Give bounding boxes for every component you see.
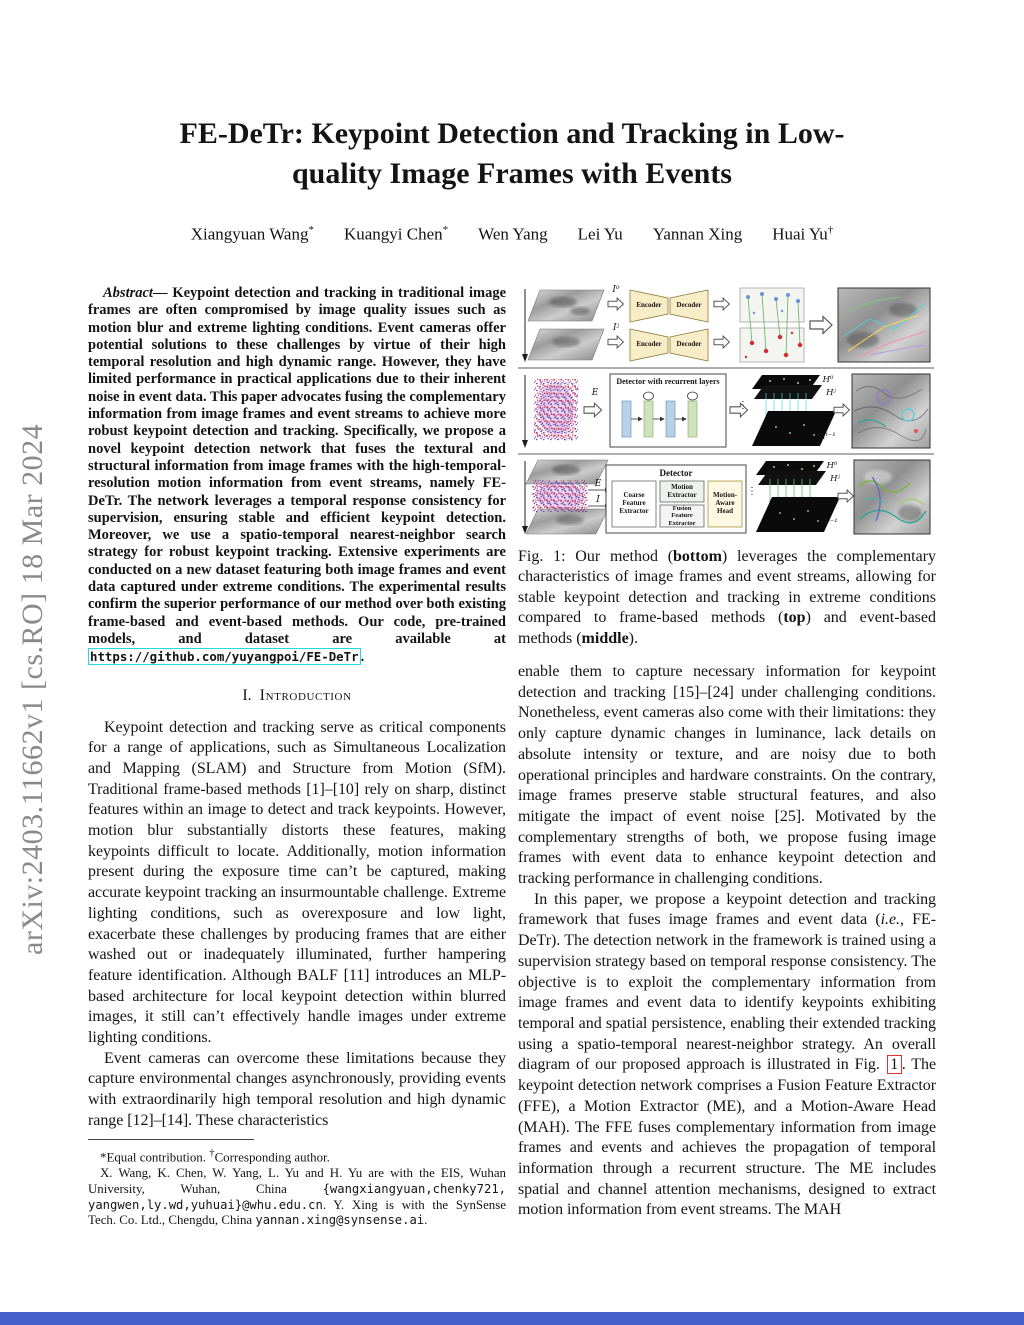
body-text: In this paper, we propose a keypoint detection and tracking framework that fuses image frames and event data (	[518, 890, 936, 929]
heatmap-label-hj: Hʲ	[830, 474, 840, 485]
block-arrow-icon	[834, 404, 849, 416]
author-mark: *	[442, 224, 449, 236]
block-arrow-icon	[584, 403, 602, 417]
caption-text: Fig. 1: Our method (	[518, 548, 674, 565]
abstract-period: .	[360, 649, 365, 666]
image-frame-graphic	[528, 290, 604, 360]
abstract	[88, 285, 506, 667]
block-arrow-icon	[608, 336, 623, 348]
figure-1-reference-link[interactable]: 1	[887, 1055, 902, 1074]
footnote-affiliation	[88, 1166, 506, 1229]
result-image-graphic	[854, 460, 930, 534]
author: Yannan Xing	[652, 224, 743, 244]
fusion-feature-extractor-label: Fusion Feature Extractor	[668, 505, 696, 527]
footnote-contribution	[88, 1146, 506, 1166]
time-label: t	[523, 437, 527, 448]
block-arrow-icon	[714, 298, 729, 310]
section-title: Introduction	[259, 686, 352, 704]
detector-recurrent-title: Detector with recurrent layers	[616, 376, 720, 386]
caption-text: ) leverages the complementary characteristics of image frames and event streams, allowing for stable keypoint detection and tracking in extreme conditions compared to frame-based methods (	[518, 548, 936, 627]
heatmap-label-ht: Hᵗ⁻¹	[820, 518, 838, 529]
caption-bold: middle	[581, 629, 629, 647]
figure-row-event-based	[518, 371, 934, 451]
block-arrow-icon	[608, 298, 623, 310]
block-arrow-icon	[838, 490, 853, 502]
motion-aware-head-label: Motion-Aware Head	[712, 491, 738, 515]
decoder-label: Decoder	[676, 340, 702, 349]
heatmap-label-h0: H⁰	[826, 461, 838, 472]
block-arrow-icon	[714, 336, 729, 348]
bottom-blue-bar	[0, 1312, 1024, 1325]
email-synsense: yannan.xing@synsense.ai	[255, 1213, 425, 1228]
author: Wen Yang	[478, 224, 548, 244]
heatmap-label-ht: Hᵗ⁻¹	[818, 432, 836, 443]
author: Lei Yu	[577, 224, 623, 244]
frame-label-ij: Iʲ	[613, 323, 619, 334]
right-column	[518, 285, 936, 1221]
footnote-text: X. Wang, K. Chen, W. Yang, L. Yu and H. Yu are with the EIS, Wuhan University, Wuhan, China	[88, 1166, 506, 1196]
footnote-text: .	[424, 1213, 428, 1228]
decoder-label: Decoder	[676, 301, 702, 310]
keypoint-panel-graphic	[740, 288, 804, 362]
footnotes	[88, 1133, 506, 1235]
ellipsis-dots: ⋮	[738, 400, 748, 412]
abstract-dash: —	[152, 285, 173, 301]
author-mark: †	[827, 224, 834, 236]
author: Xiangyuan Wang*	[190, 224, 314, 244]
ie-italic: i.e.	[880, 911, 901, 929]
section-heading-introduction	[88, 687, 506, 705]
footnote-rule	[88, 1139, 254, 1140]
event-cloud-graphic	[532, 479, 588, 512]
intro-paragraph-2: Event cameras can overcome these limitations because they capture environmental changes asynchronously, providing events with extraordinarily high temporal resolution and high dynamic range [12]–[14]. These characteristics	[88, 1049, 506, 1129]
coarse-feature-extractor-label: Coarse Feature Extractor	[619, 491, 649, 515]
ellipsis-dots: ⋮	[747, 486, 757, 498]
event-label: E	[591, 388, 599, 399]
time-label: t	[523, 523, 527, 534]
caption-bold: bottom	[673, 548, 722, 565]
time-label: t	[523, 351, 527, 362]
footnote-text: *Equal contribution.	[100, 1150, 210, 1165]
encoder-label: Encoder	[636, 301, 662, 310]
author: Huai Yu†	[772, 224, 834, 244]
abstract-text: Keypoint detection and tracking in traditional image frames are often compromised by image quality issues such as motion blur and extreme lighting conditions. Event cameras offer potential solutions to these challenges by virtue of their high temporal resolution and high dynamic range. However, they have limited performance in practical applications due to their inherent noise in event data. This paper advocates fusing the complementary information from image frames and event streams to achieve more robust keypoint detection and tracking. Specifically, we propose a novel keypoint detection network that fuses the textural and structural information from image frames with the high-temporal-resolution motion information from event streams, namely FE-DeTr. The network leverages a temporal response consistency for supervision, ensuring stable and efficient keypoint detection. Moreover, we use a spatio-temporal nearest-neighbor search strategy for robust keypoint tracking. Extensive experiments are conducted on a new dataset featuring both image frames and event data captured under extreme conditions. The experimental results confirm the superior performance of our method over both existing frame-based and event-based methods. Our code, pre-trained models, and dataset are available at	[88, 285, 506, 647]
event-label: E	[594, 479, 602, 490]
footnote-text: . Y. Xing is with the SynSense Tech. Co. Ltd., Chengdu, China	[88, 1197, 506, 1228]
frame-label-i0: I⁰	[612, 285, 620, 296]
figure-1	[518, 285, 936, 649]
arxiv-sidebar-label: arXiv:2403.11662v1 [cs.RO] 18 Mar 2024	[16, 423, 49, 955]
figure-row-our-method	[518, 457, 934, 537]
caption-bold: top	[783, 609, 806, 627]
github-link[interactable]: https://github.com/yuyangpoi/FE-DeTr	[90, 649, 359, 665]
detector-title: Detector	[659, 467, 693, 478]
result-image-graphic	[852, 374, 930, 448]
email-whu: {wangxiangyuan,chenky721, yangwen,ly.wd,yuhuai}@whu.edu.cn	[88, 1181, 506, 1212]
body-text: . The keypoint detection network comprises a Fusion Feature Extractor (FFE), a Motion Extractor (ME), and a Motion-Aware Head (MAH). The FFE fuses complementary information from image frames and events and achieves the propagation of temporal information through a recurrent structure. The ME includes spatial and channel attention mechanisms, designed to extract motion information from event streams. The MAH	[518, 1056, 936, 1219]
event-cloud-graphic	[533, 379, 580, 441]
encoder-label: Encoder	[636, 340, 662, 349]
page-title: FE-DeTr: Keypoint Detection and Tracking in Low-quality Image Frames with Events	[179, 117, 845, 190]
author: Kuangyi Chen*	[343, 224, 449, 244]
caption-text: ).	[628, 629, 638, 647]
image-label: I	[596, 495, 600, 506]
figure-row-frame-based	[518, 285, 934, 365]
block-arrow-icon	[810, 317, 832, 334]
footnote-text: Corresponding author.	[214, 1150, 330, 1165]
author-mark: *	[308, 224, 314, 236]
body-text: , FE-DeTr). The detection network in the framework is trained using a supervision strategy based on temporal response consistency. The objective is to exploit the complementary information from image frames and event data to identify keypoints exhibiting temporal and spatial persistence, enabling their extended tracking using a spatio-temporal nearest-neighbor strategy. An overall diagram of our proposed approach is illustrated in Fig.	[518, 911, 936, 1074]
author-list	[0, 224, 1024, 245]
right-column-text	[518, 662, 936, 1221]
figure-row-separator	[518, 453, 934, 455]
left-column	[88, 285, 506, 1235]
caption-text: ) and event-based methods (	[518, 609, 936, 647]
body-paragraph-2	[518, 890, 936, 1221]
body-paragraph-continuation: enable them to capture necessary information for keypoint detection and tracking [15]–[24] under challenging conditions. Nonetheless, event cameras also come with their limitations: they only capture dynamic changes in luminance, lack details on absolute intensity or texture, and are noisy due to both operational principles and hardware constraints. On the contrary, image frames preserve stable structural features, and also mitigate the impact of event noise [25]. Motivated by the complementary strengths of both, we propose fusing image frames with event data to enhance keypoint detection and tracking performance in challenging conditions.	[518, 663, 936, 888]
figure-caption	[518, 547, 936, 649]
result-image-graphic	[838, 288, 930, 362]
abstract-label: Abstract	[103, 285, 153, 301]
figure-row-separator	[518, 367, 934, 369]
heatmap-label-h0: H⁰	[822, 375, 834, 386]
motion-extractor-label: Motion Extractor	[667, 482, 697, 499]
section-number: I.	[242, 686, 252, 704]
dagger-mark: †	[209, 1147, 215, 1159]
intro-paragraph-1: Keypoint detection and tracking serve as critical components for a range of applications, such as Simultaneous Localization and Mapping (SLAM) and Structure from Motion (SfM). Traditional frame-based methods [1]–[10] rely on sharp, distinct features within an image to detect and track keypoints. However, motion blur substantially distorts these features, making keypoints difficult to locate. Additionally, motion information present during the exposure time can’t be captured, making accurate keypoint tracking an insurmountable challenge. Extreme lighting conditions, such as overexposure and low light, exacerbate these challenges by producing frames that are either washed out or inadequately illuminated, further hampering feature identification. Although BALF [11] introduces an MLP-based architecture for local keypoint detection within blurred images, it still can’t effectively handle images under extreme lighting conditions.	[88, 718, 506, 1047]
heatmap-label-hj: Hʲ	[826, 388, 836, 399]
